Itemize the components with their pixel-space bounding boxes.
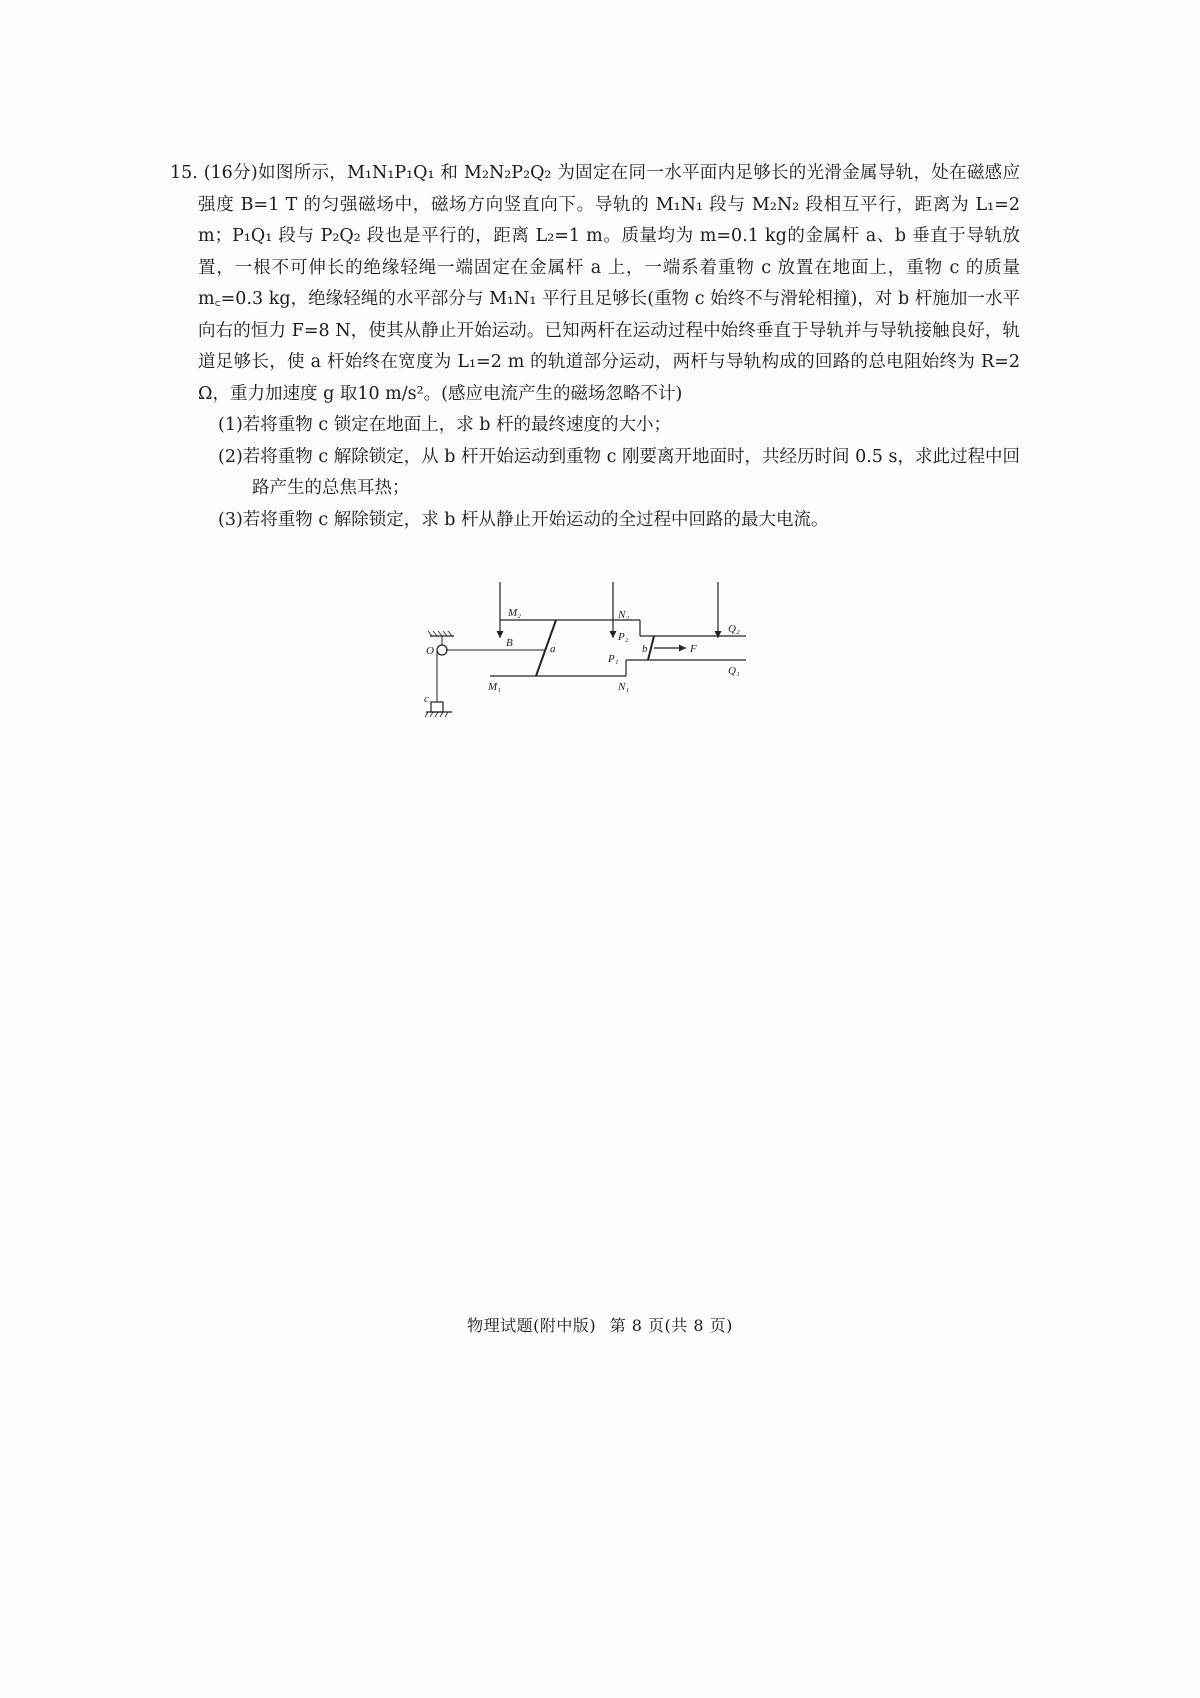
problem-stem: 15. (16分)如图所示，M₁N₁P₁Q₁ 和 M₂N₂P₂Q₂ 为固定在同一水平面内足够长的光滑金属导轨，处在磁感应强度 B=1 T 的匀强磁场中，磁场方向竖直向下。导轨的 M₁N₁ 段与 M₂N₂ 段相互平行，距离为 L₁=2 m；P₁Q₁ 段与 P₂Q₂ 段也是平行的，距离 L₂=1 m。质量均为 m=0.1 kg的金属杆 a、b 垂直于导轨放置，一根不可伸长的绝缘轻绳一端固定在金属杆 a 上，一端系着重物 c 放置在地面上，重物 c 的质量 m꜀=0.3 kg，绝缘轻绳的水平部分与 M₁N₁ 平行且足够长(重物 c 始终不与滑轮相撞)，对 b 杆施加一水平向右的恒力 F=8 N，使其从静止开始运动。已知两杆在运动过程中始终垂直于导轨并与导轨接触良好，轨道足够长，使 a 杆始终在宽度为 L₁=2 m 的轨道部分运动，两杆与导轨构成的回路的总电阻始终为 R=2 Ω，重力加速度 g 取10 m/s²。(感应电流产生的磁场忽略不计) [170, 163, 1020, 404]
rod-b [648, 636, 654, 660]
label-m2: M₂ [508, 607, 521, 619]
footer-title: 物理试题(附中版) [467, 1316, 597, 1335]
question-2: (2)若将重物 c 解除锁定，从 b 杆开始运动到重物 c 刚要离开地面时，共经历时间 0.5 s，求此过程中回路产生的总焦耳热； [218, 446, 1020, 498]
problem-15 [170, 158, 1020, 536]
label-p2: P₂ [618, 631, 629, 643]
ground-hatch [425, 712, 448, 717]
label-m1: M₁ [488, 681, 501, 693]
label-q1: Q₁ [728, 665, 740, 677]
label-o: O [426, 645, 434, 657]
label-b-field: B [506, 637, 513, 649]
label-q2: Q₂ [728, 623, 740, 635]
label-a: a [550, 643, 556, 655]
label-n2: N₂ [618, 609, 630, 621]
label-f: F [690, 643, 697, 655]
rail-diagram-svg [424, 580, 758, 720]
label-b: b [642, 643, 648, 655]
weight-c [431, 702, 443, 712]
page-footer [0, 1313, 1200, 1336]
label-p1: P₁ [608, 653, 619, 665]
ceiling-hatch [428, 631, 452, 636]
question-1: (1)若将重物 c 锁定在地面上，求 b 杆的最终速度的大小； [218, 415, 672, 435]
question-3: (3)若将重物 c 解除锁定，求 b 杆从静止开始运动的全过程中回路的最大电流。 [218, 509, 829, 530]
pulley [437, 645, 447, 655]
label-c: c [424, 693, 429, 705]
footer-page: 第 8 页(共 8 页) [609, 1316, 733, 1335]
rail-diagram [424, 580, 758, 720]
label-n1: N₁ [618, 681, 630, 693]
